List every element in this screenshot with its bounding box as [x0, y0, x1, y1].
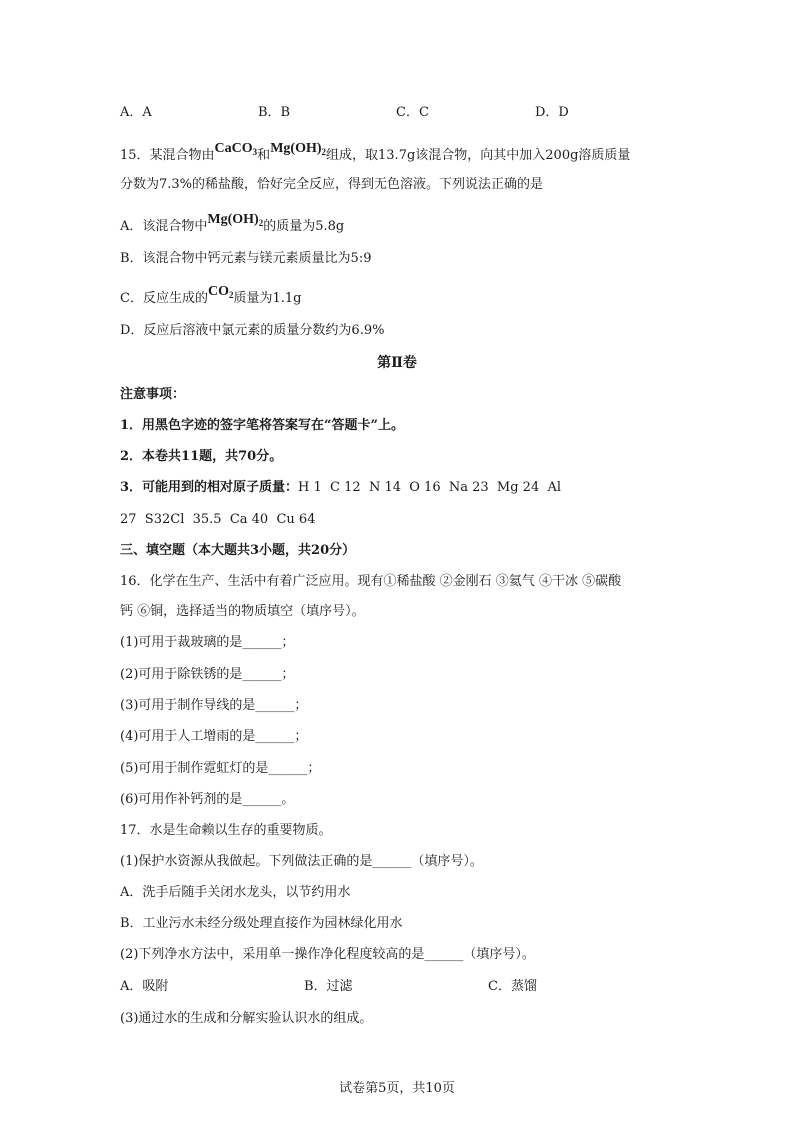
q15-option-c	[120, 284, 302, 308]
q16-stem-line1: 16．化学在生产、生活中有着广泛应用。现有①稀盐酸 ②金刚石 ③氦气 ④干冰 ⑤碳酸	[120, 574, 622, 589]
formula-caco3	[215, 141, 258, 156]
q17-sub1: (1)保护水资源从我做起。下列做法正确的是______（填序号）。	[120, 854, 483, 869]
q17-sub2-option-c: C．蒸馏	[488, 979, 537, 994]
q17-sub3: (3)通过水的生成和分解实验认识水的组成。	[120, 1011, 373, 1026]
q15-option-b: B．该混合物中钙元素与镁元素质量比为5:9	[120, 251, 372, 266]
q17-sub2-option-a: A．吸附	[120, 979, 169, 994]
formula-caco3-main: CaCO	[214, 141, 253, 156]
q15-option-d: D．反应后溶液中氯元素的质量分数约为6.9%	[120, 323, 385, 338]
notice-item-3-label: 3．可能用到的相对原子质量：	[120, 480, 299, 495]
q16-item-3: (3)可用于制作导线的是______；	[120, 698, 308, 713]
q14-option-a: A．A	[120, 105, 152, 120]
q16-item-6: (6)可用作补钙剂的是______。	[120, 792, 295, 807]
q15-option-c-post: 质量为1.1g	[233, 291, 302, 306]
q16-item-4: (4)可用于人工增雨的是______；	[120, 729, 308, 744]
q16-stem-line2: 钙 ⑥铜，选择适当的物质填空（填序号）。	[120, 604, 365, 619]
q15-option-a	[120, 212, 345, 236]
q17-stem: 17．水是生命赖以生存的重要物质。	[120, 823, 332, 838]
q15-stem-part2: 组成，取13.7g该混合物，向其中加入200g溶质质量	[326, 148, 631, 163]
formula-co2-main: CO	[207, 284, 229, 299]
notice-item-3	[120, 479, 561, 497]
section2-title: 第Ⅱ卷	[377, 355, 417, 371]
q15-option-c-pre: C．反应生成的	[120, 291, 208, 306]
q14-option-c: C．C	[396, 105, 429, 120]
q15-stem-part1: 15．某混合物由	[120, 148, 215, 163]
formula-mgoh2-a-main: Mg(OH)	[207, 212, 259, 227]
q15-stem-line2: 分数为7.3%的稀盐酸，恰好完全反应，得到无色溶液。下列说法正确的是	[120, 177, 544, 192]
notice-heading: 注意事项：	[120, 387, 186, 402]
formula-co2	[208, 284, 234, 299]
page-footer: 试卷第5页，共10页	[339, 1081, 455, 1096]
notice-item-2: 2．本卷共11题，共70分。	[120, 449, 283, 464]
q16-item-1: (1)可用于裁玻璃的是______；	[120, 635, 295, 650]
q16-item-5: (5)可用于制作霓虹灯的是______；	[120, 761, 321, 776]
q14-option-d: D．D	[535, 105, 569, 120]
q14-option-b: B．B	[258, 105, 291, 120]
q17-sub1-option-b: B．工业污水未经分级处理直接作为园林绿化用水	[120, 916, 403, 931]
notice-item-1: 1．用黑色字迹的签字笔将答案写在“答题卡”上。	[120, 418, 405, 433]
formula-mgoh2-sub: 2	[321, 147, 327, 157]
formula-mgoh2-a-sub: 2	[258, 218, 264, 228]
q17-sub2: (2)下列净水方法中，采用单一操作净化程度较高的是______（填序号）。	[120, 947, 535, 962]
notice-item-3-line2: 27 S32Cl 35.5 Ca 40 Cu 64	[120, 512, 316, 527]
formula-mgoh2	[270, 141, 326, 156]
formula-mgoh2-main: Mg(OH)	[270, 141, 322, 156]
formula-mgoh2-a	[207, 212, 263, 227]
formula-co2-sub: 2	[228, 290, 234, 300]
q15-stem-line1	[120, 141, 631, 165]
formula-caco3-sub: 3	[252, 147, 258, 157]
q15-option-a-post: 的质量为5.8g	[263, 219, 345, 234]
q17-sub1-option-a: A．洗手后随手关闭水龙头，以节约用水	[120, 885, 351, 900]
q16-item-2: (2)可用于除铁锈的是______；	[120, 667, 295, 682]
q15-stem-and: 和	[257, 148, 271, 163]
notice-item-3-values: H 1 C 12 N 14 O 16 Na 23 Mg 24 Al	[298, 480, 562, 495]
q15-option-a-pre: A．该混合物中	[120, 219, 208, 234]
part3-heading: 三、填空题（本大题共3小题，共20分）	[120, 543, 356, 558]
q17-sub2-option-b: B．过滤	[304, 979, 353, 994]
